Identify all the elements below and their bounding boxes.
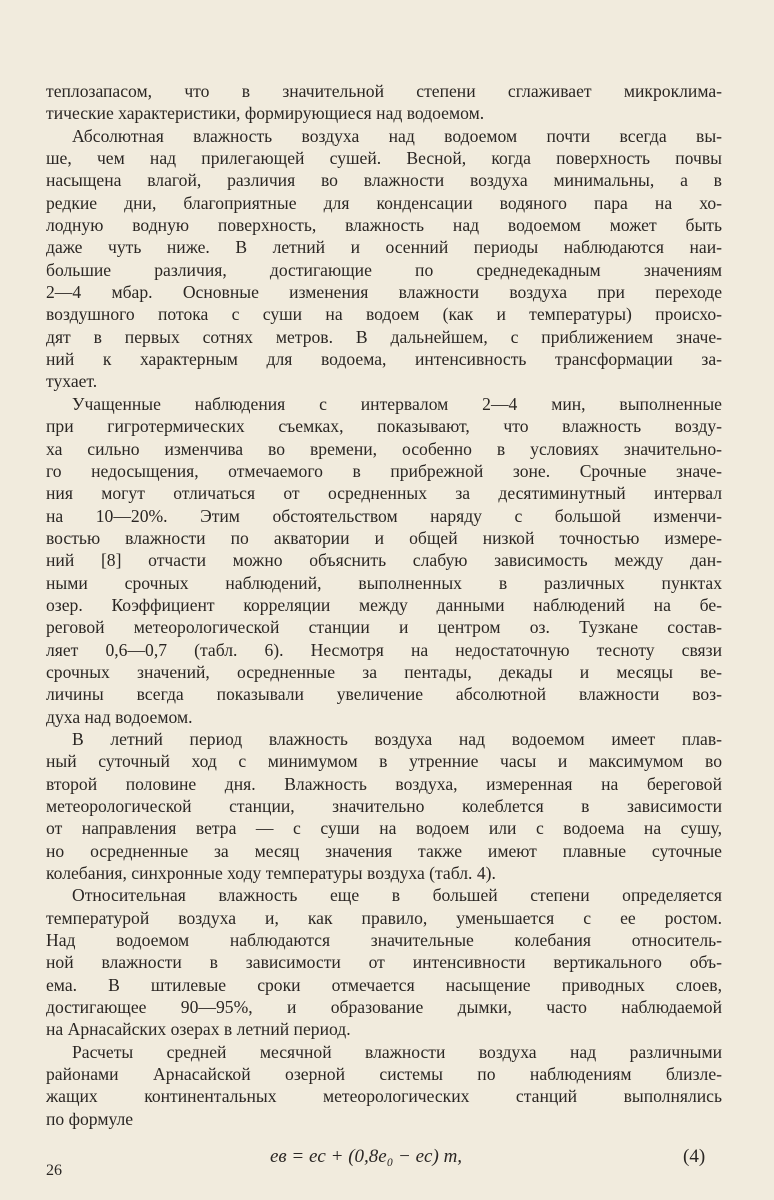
text-line: востью влажности по акватории и общей низкой точностью измере- <box>46 527 722 548</box>
text-line: колебания, синхронные ходу температуры воздуха (табл. 4). <box>46 863 496 884</box>
text-line: реговой метеорологической станции и центром оз. Тузкане состав- <box>46 617 722 638</box>
text-line: ляет 0,6—0,7 (табл. 6). Несмотря на недостаточную тесноту связи <box>46 639 722 660</box>
text-line: на 10—20%. Этим обстоятельством наряду с большой изменчи- <box>46 505 722 526</box>
text-line: личины всегда показывали увеличение абсолютной влажности воз- <box>46 684 722 705</box>
text-line: В летний период влажность воздуха над водоемом имеет плав- <box>72 728 722 749</box>
text-line: на Арнасайских озерах в летний период. <box>46 1019 351 1040</box>
text-line: воздушного потока с суши на водоем (как и температуры) происхо- <box>46 304 722 325</box>
text-line: температурой воздуха и, как правило, уменьшается с ее ростом. <box>46 907 722 928</box>
text-line: озер. Коэффициент корреляции между данными наблюдений на бе- <box>46 594 722 615</box>
text-line: ний к характерным для водоема, интенсивность трансформации за- <box>46 349 722 370</box>
text-line: тические характеристики, формирующиеся над водоемом. <box>46 103 485 124</box>
text-line: Над водоемом наблюдаются значительные колебания относитель- <box>46 930 722 951</box>
paragraph <box>46 393 722 728</box>
text-line: метеорологической станции, значительно колеблется в зависимости <box>46 796 722 816</box>
text-line: достигающее 90—95%, и образование дымки, часто наблюдаемой <box>46 997 722 1018</box>
paragraph <box>46 728 722 884</box>
text-line: ными срочных наблюдений, выполненных в различных пунктах <box>46 572 722 593</box>
paragraph <box>46 125 722 393</box>
text-line: жащих континентальных метеорологических станций выполнялись <box>46 1086 722 1107</box>
text-line: ный суточный ход с минимумом в утренние часы и максимумом во <box>46 751 722 772</box>
body-text <box>46 80 722 1130</box>
formula-number: (4) <box>683 1146 706 1167</box>
text-line: Абсолютная влажность воздуха над водоемом почти всегда вы- <box>72 125 722 146</box>
text-line: духа над водоемом. <box>46 706 193 727</box>
text-line: второй половине дня. Влажность воздуха, измеренная на береговой <box>46 773 722 794</box>
text-line: ема. В штилевые сроки отмечается насыщение приводных слоев, <box>46 974 722 995</box>
text-line: Относительная влажность еще в большей степени определяется <box>72 885 722 906</box>
paragraph <box>46 80 722 125</box>
text-line: срочных значений, осредненные за пентады, декады и месяцы ве- <box>46 661 722 682</box>
text-line: дят в первых сотнях метров. В дальнейшем, с приближением значе- <box>46 326 722 347</box>
formula: eв = eс + (0,8e₀ − eс) m, <box>270 1146 463 1167</box>
paragraph <box>46 1041 722 1130</box>
text-line: тухает. <box>46 371 98 392</box>
text-line: редкие дни, благоприятные для конденсации водяного пара на хо- <box>46 192 722 213</box>
text-line: по формуле <box>46 1108 134 1129</box>
text-line: ха сильно изменчива во времени, особенно в условиях значительно- <box>46 438 722 459</box>
text-line: го недосыщения, отмечаемого в прибрежной зоне. Срочные значе- <box>46 460 722 481</box>
text-line: насыщена влагой, различия во влажности воздуха минимальны, а в <box>46 170 722 191</box>
paragraph <box>46 884 722 1040</box>
text-line: Учащенные наблюдения с интервалом 2—4 мин, выполненные <box>72 393 722 414</box>
text-line: Расчеты средней месячной влажности воздуха над различными <box>72 1041 722 1062</box>
text-line: ше, чем над прилегающей сушей. Весной, когда поверхность почвы <box>46 148 722 169</box>
text-line: но осредненные за месяц значения также имеют плавные суточные <box>46 840 722 861</box>
text-line: при гигротермических съемках, показывают, что влажность возду- <box>46 416 722 437</box>
text-line: лодную водную поверхность, влажность над водоемом может быть <box>46 215 722 236</box>
text-line: районами Арнасайской озерной системы по наблюдениям близле- <box>46 1064 722 1085</box>
text-line: ний [8] отчасти можно объяснить слабую зависимость между дан- <box>46 550 722 571</box>
text-line: 2—4 мбар. Основные изменения влажности воздуха при переходе <box>46 282 722 303</box>
text-line: от направления ветра — с суши на водоем или с водоема на сушу, <box>46 818 722 839</box>
text-line: большие различия, достигающие по среднедекадным значениям <box>46 259 722 280</box>
text-line: теплозапасом, что в значительной степени сглаживает микроклима- <box>46 81 722 101</box>
page-number: 26 <box>46 1162 62 1179</box>
text-line: даже чуть ниже. В летний и осенний периоды наблюдаются наи- <box>46 237 722 258</box>
text-line: ния могут отличаться от осредненных за десятиминутный интервал <box>46 483 722 504</box>
text-line: ной влажности в зависимости от интенсивности вертикального объ- <box>46 952 722 973</box>
